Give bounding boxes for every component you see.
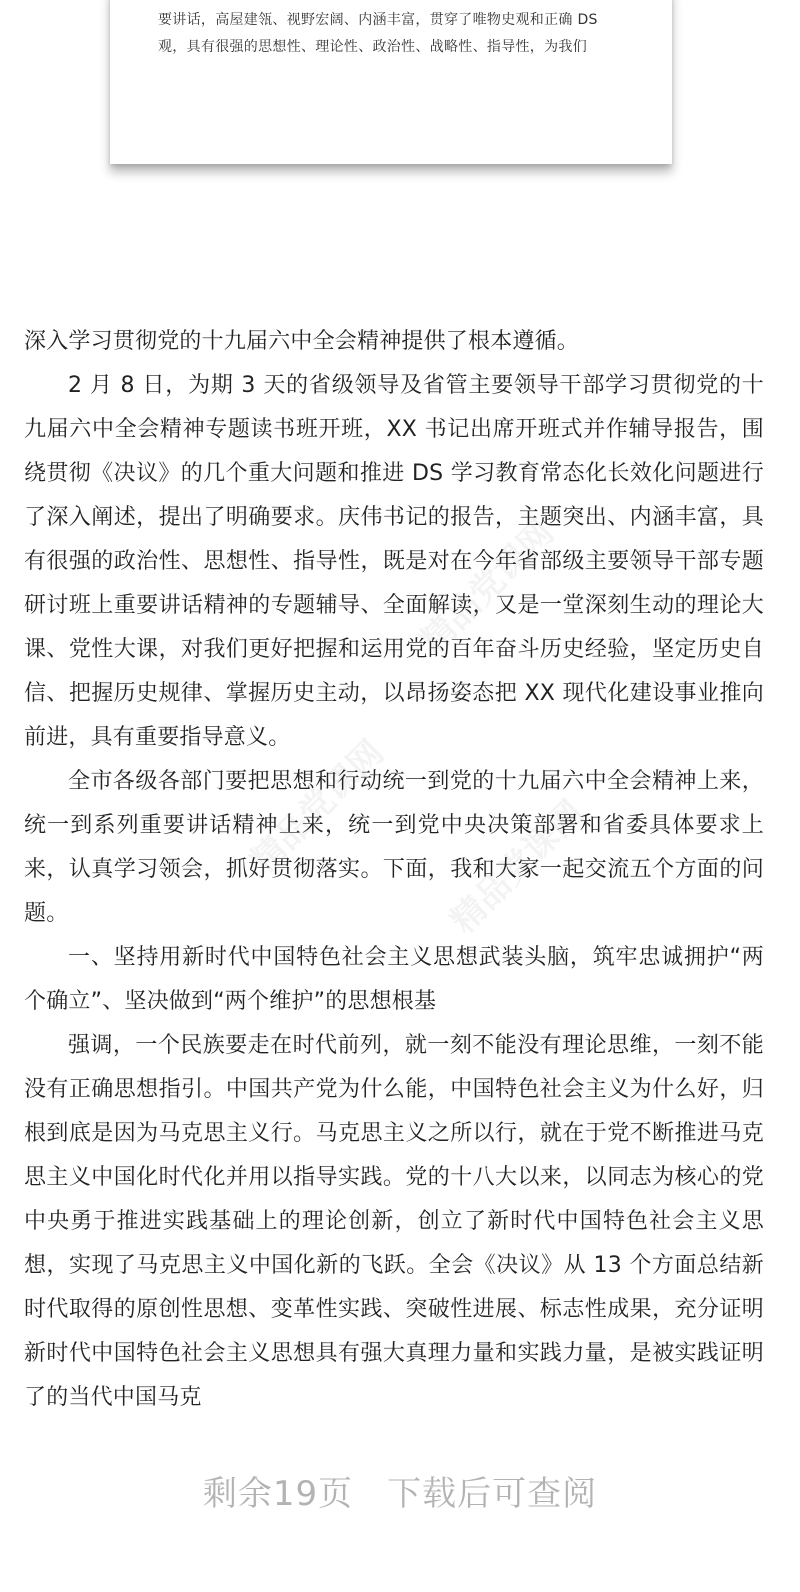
preview-line: 要讲话，高屋建瓴、视野宏阔、内涵丰富，贯穿了唯物史观和正确 DS xyxy=(158,12,598,28)
download-to-view-label: 下载后可查阅 xyxy=(387,1474,598,1514)
section-heading: 一、坚持用新时代中国特色社会主义思想武装头脑，筑牢忠诚拥护“两个确立”、坚决做到“两个维护”的思想根基 xyxy=(24,945,764,1014)
watermark-text: 精品党课网 xyxy=(443,792,592,942)
watermark-text: 精品党课网 xyxy=(243,732,392,882)
body-paragraph: 深入学习贯彻党的十九届六中全会精神提供了根本遵循。 xyxy=(24,329,580,354)
document-body xyxy=(24,320,764,1420)
watermark-text: 精品党课网 xyxy=(413,512,562,662)
body-paragraph: 2 月 8 日，为期 3 天的省级领导及省管主要领导干部学习贯彻党的十九届六中全会精神专题读书班开班，XX 书记出席开班式并作辅导报告，围绕贯彻《决议》的几个重大问题和推进 DS 学习教育常态化长效化问题进行了深入阐述，提出了明确要求。庆伟书记的报告，主题突出、内涵丰富，具有很强的政治性、思想性、指导性，既是对在今年省部级主要领导干部专题研讨班上重要讲话精神的专题辅导、全面解读，又是一堂深刻生动的理论大课、党性大课，对我们更好把握和运用党的百年奋斗历史经验，坚定历史自信、把握历史规律、掌握历史主动，以昂扬姿态把 XX 现代化建设事业推向前进，具有重要指导意义。 xyxy=(24,373,764,750)
page-preview-card xyxy=(110,0,672,164)
body-paragraph: 强调，一个民族要走在时代前列，就一刻不能没有理论思维，一刻不能没有正确思想指引。中国共产党为什么能，中国特色社会主义为什么好，归根到底是因为马克思主义行。马克思主义之所以行，就在于党不断推进马克思主义中国化时代化并用以指导实践。党的十八大以来，以同志为核心的党中央勇于推进实践基础上的理论创新，创立了新时代中国特色社会主义思想，实现了马克思主义中国化新的飞跃。全会《决议》从 13 个方面总结新时代取得的原创性思想、变革性实践、突破性进展、标志性成果，充分证明新时代中国特色社会主义思想具有强大真理力量和实践力量，是被实践证明了的当代中国马克 xyxy=(24,1033,764,1410)
remaining-pages-label: 剩余19页 xyxy=(202,1474,354,1514)
remaining-pages-notice[interactable] xyxy=(0,1466,800,1515)
preview-line xyxy=(158,0,632,7)
preview-text xyxy=(158,0,632,61)
preview-line: 观，具有很强的思想性、理论性、政治性、战略性、指导性，为我们 xyxy=(158,39,587,55)
body-paragraph: 全市各级各部门要把思想和行动统一到党的十九届六中全会精神上来，统一到系列重要讲话精神上来，统一到党中央决策部署和省委具体要求上来，认真学习领会，抓好贯彻落实。下面，我和大家一起交流五个方面的问题。 xyxy=(24,769,764,926)
